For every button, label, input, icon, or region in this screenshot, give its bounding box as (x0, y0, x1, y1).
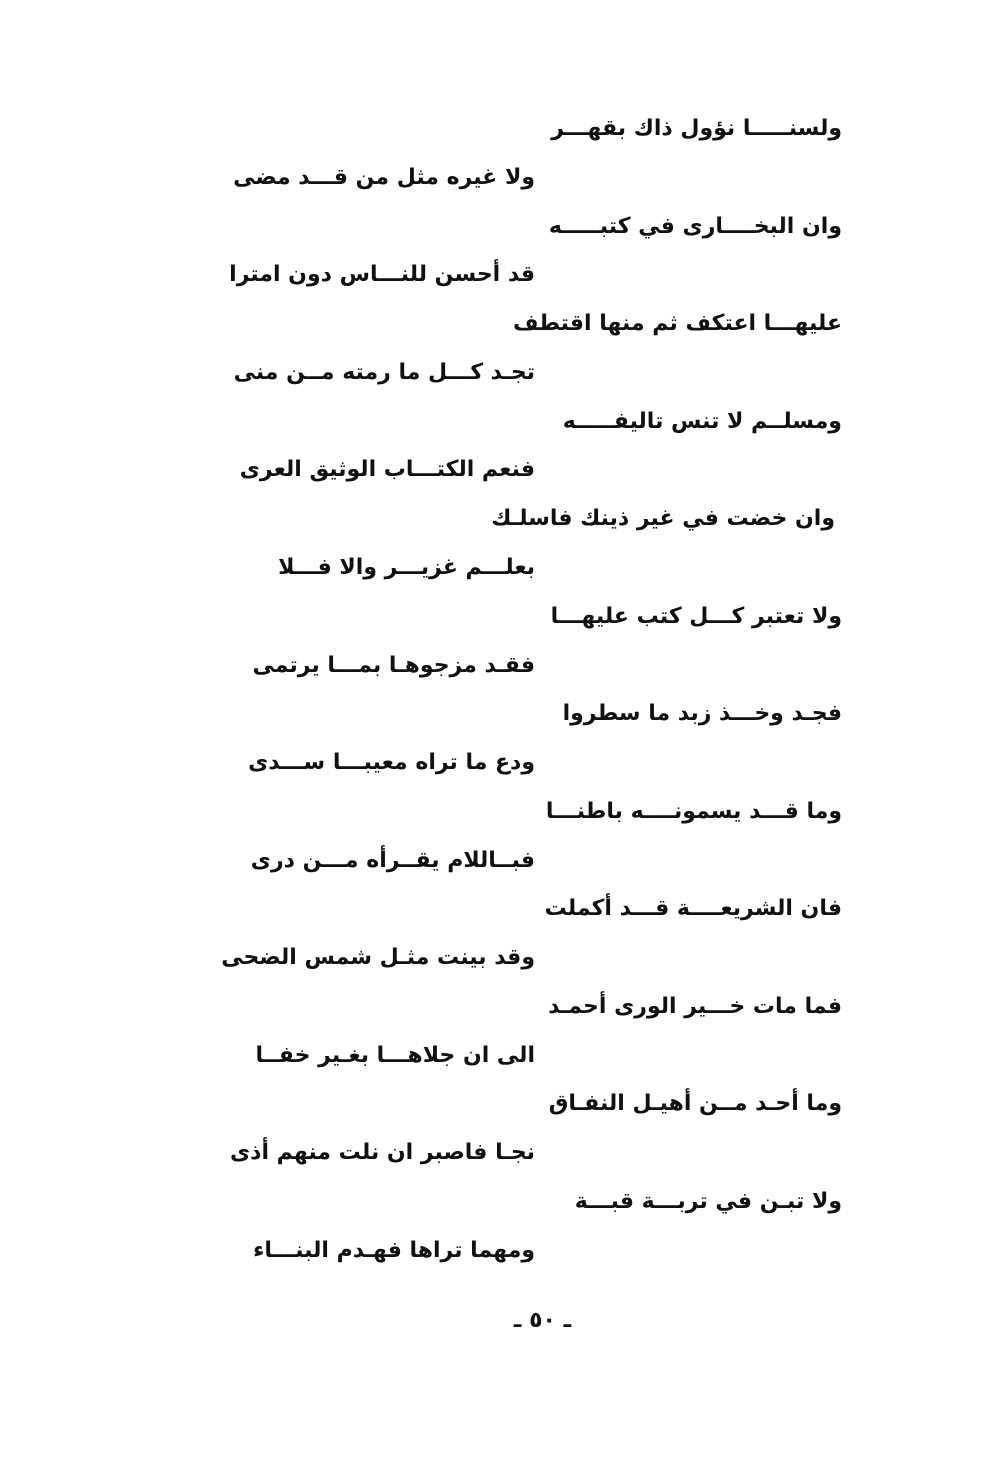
verse-line: وان البخــــارى في كتبـــــه (548, 214, 842, 239)
verse-line: ولسنـــــا نؤول ذاك بقهـــر (551, 116, 842, 141)
verse-line: فان الشريعــــة قـــد أكملت (544, 896, 842, 921)
verse-line: فقـد مزجوهـا بمـــا يرتمى (252, 653, 535, 678)
verse-line: عليهـــا اعتكف ثم منها اقتطف (513, 311, 842, 336)
verse-line: فما مات خـــير الورى أحمـد (548, 994, 842, 1019)
verse-line: وان خضت في غير ذينك فاسلـك (491, 506, 835, 531)
verse-line: ولا تعتبر كـــل كتب عليهـــا (550, 604, 842, 629)
verse-line: فبــاللام يقــرأه مـــن درى (250, 848, 535, 873)
verse-line: تجـد كـــل ما رمته مــن منى (233, 360, 535, 385)
verse-line: ودع ما تراه معيبـــا ســـدى (248, 750, 535, 775)
verse-line: ولا غيره مثل من قـــد مضى (233, 165, 535, 190)
verse-line: ولا تبـن في تربـــة قبـــة (574, 1189, 842, 1214)
verse-line: فنعم الكتـــاب الوثيق العرى (239, 457, 535, 482)
verse-line: ومهما تراها فهـدم البنـــاء (253, 1238, 535, 1263)
page-number: ـ ٥٠ ـ (513, 1308, 572, 1333)
verse-line: نجـا فاصبر ان نلت منهم أذى (229, 1140, 535, 1165)
verse-line: وما قـــد يسمونــــه باطنـــا (545, 799, 842, 824)
verse-line: وما أحـد مــن أهيـل النفـاق (548, 1091, 842, 1116)
verse-line: بعلـــم غزيـــر والا فـــلا (278, 555, 535, 580)
verse-line: فجـد وخـــذ زبد ما سطروا (562, 701, 842, 726)
verse-line: الى ان جلاهـــا بغـير خفــا (255, 1043, 535, 1068)
verse-line: وقد بينت مثـل شمس الضحى (221, 945, 535, 970)
verse-line: ومسلــم لا تنس تاليفـــــه (562, 409, 842, 434)
verse-line: قد أحسن للنـــاس دون امترا (229, 262, 535, 287)
